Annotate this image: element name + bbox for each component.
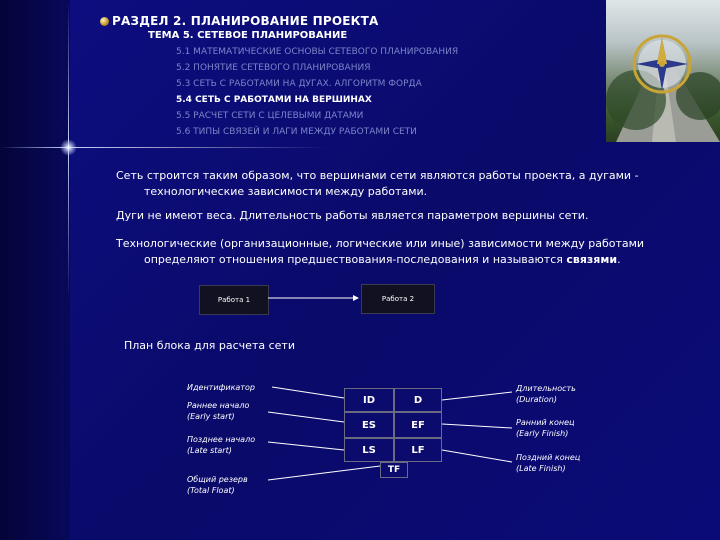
label-identifier: Идентификатор bbox=[187, 383, 255, 392]
paragraph-line: Сеть строится таким образом, что вершинами сети являются работы проекта, а дугами - bbox=[116, 169, 639, 182]
topic-title: ТЕМА 5. СЕТЕВОЕ ПЛАНИРОВАНИЕ bbox=[148, 30, 348, 41]
connector-es bbox=[268, 412, 344, 422]
label-early-finish: Ранний конец (Early Finish) bbox=[516, 418, 575, 438]
cell-ef: EF bbox=[394, 412, 442, 438]
paragraph-line: определяют отношения предшествования-последования и называются связями. bbox=[144, 253, 621, 266]
cell-ls: LS bbox=[344, 438, 394, 462]
label-duration: Длительность (Duration) bbox=[516, 384, 576, 404]
cell-id: ID bbox=[344, 388, 394, 412]
cell-lf: LF bbox=[394, 438, 442, 462]
connector-d bbox=[442, 392, 512, 400]
label-late-finish: Поздний конец (Late Finish) bbox=[516, 453, 581, 473]
label-early-start: Раннее начало (Early start) bbox=[187, 401, 250, 421]
paragraph-line: технологические зависимости между работами. bbox=[144, 185, 428, 198]
bold-term: связями bbox=[566, 253, 618, 266]
connector-tf bbox=[268, 466, 380, 480]
work-node-2-label: Работа 2 bbox=[381, 295, 415, 303]
paragraph-weights: Дуги не имеют веса. Длительность работы является параметром вершины сети. bbox=[116, 209, 589, 222]
cell-duration: D bbox=[394, 388, 442, 412]
section-title: РАЗДЕЛ 2. ПЛАНИРОВАНИЕ ПРОЕКТА bbox=[112, 14, 379, 28]
toc-item[interactable]: 5.3 СЕТЬ С РАБОТАМИ НА ДУГАХ. АЛГОРИТМ ФОРДА bbox=[176, 79, 422, 89]
toc-item[interactable]: 5.2 ПОНЯТИЕ СЕТЕВОГО ПЛАНИРОВАНИЯ bbox=[176, 63, 371, 73]
cell-es: ES bbox=[344, 412, 394, 438]
toc-item[interactable]: 5.6 ТИПЫ СВЯЗЕЙ И ЛАГИ МЕЖДУ РАБОТАМИ СЕТИ bbox=[176, 127, 417, 137]
toc-item-active[interactable]: 5.4 СЕТЬ С РАБОТАМИ НА ВЕРШИНАХ bbox=[176, 95, 372, 105]
toc-item[interactable]: 5.1 МАТЕМАТИЧЕСКИЕ ОСНОВЫ СЕТЕВОГО ПЛАНИРОВАНИЯ bbox=[176, 47, 459, 57]
toc-item[interactable]: 5.5 РАСЧЕТ СЕТИ С ЦЕЛЕВЫМИ ДАТАМИ bbox=[176, 111, 364, 121]
work-node-1-label: Работа 1 bbox=[217, 296, 251, 304]
label-late-start: Позднее начало (Late start) bbox=[187, 435, 256, 455]
connector-id bbox=[272, 387, 344, 398]
cell-tf: TF bbox=[380, 462, 408, 478]
connector-ef bbox=[442, 424, 512, 428]
plan-title: План блока для расчета сети bbox=[124, 339, 295, 352]
paragraph-line: Технологические (организационные, логические или иные) зависимости между работами bbox=[116, 237, 645, 250]
label-total-float: Общий резерв (Total Float) bbox=[187, 475, 248, 495]
connector-ls bbox=[268, 442, 344, 450]
connector-lf bbox=[442, 450, 512, 462]
